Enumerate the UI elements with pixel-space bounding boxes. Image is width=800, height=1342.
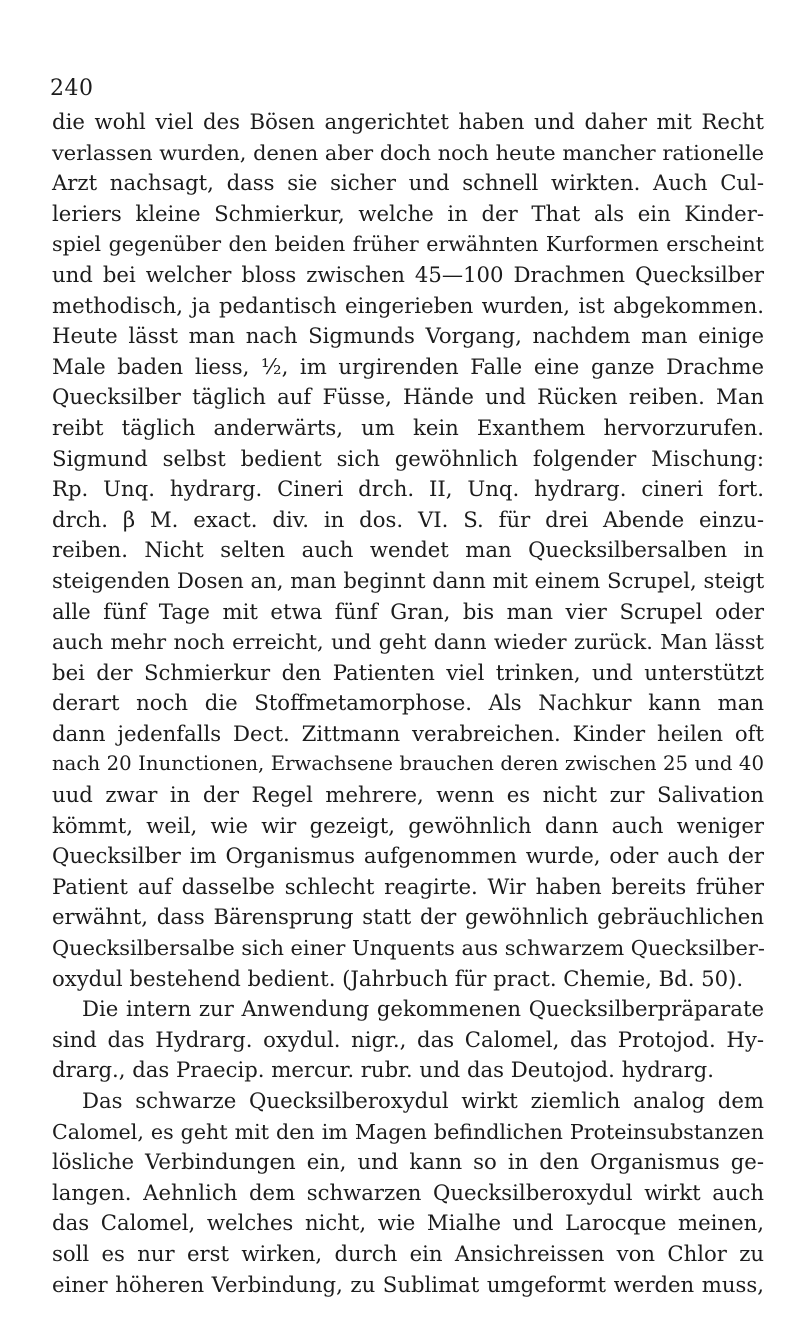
text-line: einer höheren Verbindung, zu Sublimat umgeformt werden muss,	[52, 1271, 764, 1297]
body-text	[52, 107, 764, 1300]
text-line: bei der Schmierkur den Patienten viel trinken, und unterstützt	[52, 659, 764, 685]
text-line: sind das Hydrarg. oxydul. nigr., das Calomel, das Protojod. Hy-	[52, 1026, 764, 1052]
text-line: lösliche Verbindungen ein, und kann so in den Organismus ge-	[52, 1149, 764, 1175]
text-line: drch. β M. exact. div. in dos. VI. S. für drei Abende einzu-	[52, 506, 764, 532]
text-line: Patient auf dasselbe schlecht reagirte. Wir haben bereits früher	[52, 873, 764, 899]
text-line: Quecksilbersalbe sich einer Unquents aus schwarzem Quecksilber-	[52, 936, 765, 961]
text-line: das Calomel, welches nicht, wie Mialhe und Larocque meinen,	[52, 1210, 764, 1236]
text-line: kömmt, weil, wie wir gezeigt, gewöhnlich dann auch weniger	[52, 812, 764, 838]
text-line: verlassen wurden, denen aber doch noch heute mancher rationelle	[52, 140, 764, 165]
text-line: erwähnt, dass Bärensprung statt der gewöhnlich gebräuchlichen	[52, 904, 764, 930]
text-line: drarg., das Praecip. mercur. rubr. und das Deutojod. hydrarg.	[52, 1057, 714, 1083]
text-line: und bei welcher bloss zwischen 45—100 Drachmen Quecksilber	[52, 261, 764, 287]
text-line: methodisch, ja pedantisch eingerieben wurden, ist abgekommen.	[52, 292, 764, 318]
text-line: reibt täglich anderwärts, um kein Exanthem hervorzurufen.	[52, 414, 764, 440]
text-line: Male baden liess, ½, im urgirenden Falle eine ganze Drachme	[52, 353, 764, 379]
text-line: Sigmund selbst bedient sich gewöhnlich folgender Mischung:	[52, 445, 764, 471]
text-line: reiben. Nicht selten auch wendet man Quecksilbersalben in	[52, 537, 764, 563]
text-line: spiel gegenüber den beiden früher erwähnten Kurformen erscheint	[52, 232, 764, 257]
page-number: 240	[50, 76, 94, 101]
text-line: Calomel, es geht mit den im Magen befindlichen Proteinsubstanzen	[52, 1119, 764, 1144]
text-line: Die intern zur Anwendung gekommenen Quecksilberpräparate	[82, 996, 764, 1022]
text-line: Rp. Unq. hydrarg. Cineri drch. II, Unq. hydrarg. cineri fort.	[52, 476, 764, 502]
text-line: Heute lässt man nach Sigmunds Vorgang, nachdem man einige	[52, 323, 764, 349]
text-line: Quecksilber im Organismus aufgenommen wurde, oder auch der	[52, 843, 764, 869]
text-line: oxydul bestehend bedient. (Jahrbuch für pract. Chemie, Bd. 50).	[52, 965, 744, 991]
text-line: alle fünf Tage mit etwa fünf Gran, bis man vier Scrupel oder	[52, 598, 764, 624]
text-line: derart noch die Stoffmetamorphose. Als Nachkur kann man	[52, 690, 764, 716]
text-line: auch mehr noch erreicht, und geht dann wieder zurück. Man lässt	[52, 630, 764, 655]
text-line: die wohl viel des Bösen angerichtet haben und daher mit Recht	[52, 109, 764, 134]
text-line: leriers kleine Schmierkur, welche in der That als ein Kinder-	[52, 200, 764, 226]
text-line: steigenden Dosen an, man beginnt dann mit einem Scrupel, steigt	[52, 567, 765, 593]
text-line: Arzt nachsagt, dass sie sicher und schnell wirkten. Auch Cul-	[52, 170, 764, 196]
text-line: langen. Aehnlich dem schwarzen Quecksilberoxydul wirkt auch	[52, 1179, 764, 1205]
text-line: Quecksilber täglich auf Füsse, Hände und Rücken reiben. Man	[52, 384, 764, 410]
text-line: soll es nur erst wirken, durch ein Ansichreissen von Chlor zu	[52, 1240, 764, 1266]
text-line: Das schwarze Quecksilberoxydul wirkt ziemlich analog dem	[82, 1088, 764, 1113]
text-line: dann jedenfalls Dect. Zittmann verabreichen. Kinder heilen oft	[52, 720, 764, 746]
text-line: uud zwar in der Regel mehrere, wenn es nicht zur Salivation	[52, 782, 764, 808]
text-line: nach 20 Inunctionen, Erwachsene brauchen deren zwischen 25 und 40	[52, 752, 764, 776]
